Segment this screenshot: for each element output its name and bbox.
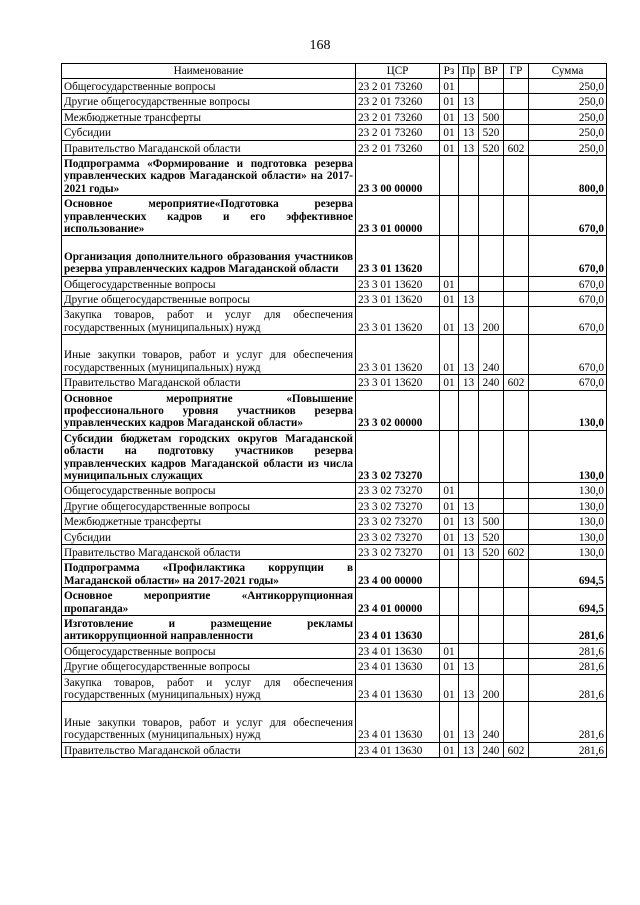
cell-name: Межбюджетные трансферты xyxy=(62,514,356,529)
cell-sum: 130,0 xyxy=(529,514,607,529)
cell-rz: 01 xyxy=(440,375,459,390)
header-rz: Рз xyxy=(440,64,459,79)
cell-vr: 500 xyxy=(479,109,504,124)
table-row xyxy=(62,498,607,513)
budget-table xyxy=(61,63,607,758)
cell-rz xyxy=(440,155,459,195)
cell-rz xyxy=(440,616,459,644)
cell-name: Другие общегосударственные вопросы xyxy=(62,291,356,306)
cell-name: Общегосударственные вопросы xyxy=(62,276,356,291)
cell-pr: 13 xyxy=(459,702,479,742)
cell-vr xyxy=(479,483,504,498)
cell-name: Правительство Магаданской области xyxy=(62,140,356,155)
table-row xyxy=(62,94,607,109)
cell-rz: 01 xyxy=(440,545,459,560)
cell-name: Правительство Магаданской области xyxy=(62,742,356,757)
cell-name: Другие общегосударственные вопросы xyxy=(62,498,356,513)
table-row xyxy=(62,529,607,544)
cell-gr xyxy=(504,236,529,276)
cell-sum: 281,6 xyxy=(529,702,607,742)
cell-rz: 01 xyxy=(440,125,459,140)
table-row xyxy=(62,109,607,124)
table-row-heading xyxy=(62,390,607,430)
cell-rz: 01 xyxy=(440,643,459,658)
cell-pr xyxy=(459,588,479,616)
table-row-heading xyxy=(62,236,607,276)
cell-pr: 13 xyxy=(459,674,479,702)
cell-vr xyxy=(479,79,504,94)
cell-sum: 250,0 xyxy=(529,140,607,155)
table-row xyxy=(62,291,607,306)
cell-pr: 13 xyxy=(459,742,479,757)
table-row xyxy=(62,674,607,702)
cell-gr xyxy=(504,94,529,109)
page-number: 168 xyxy=(309,38,331,53)
cell-csr: 23 3 02 73270 xyxy=(356,498,440,513)
cell-name: Иные закупки товаров, работ и услуг для обеспечения государственных (муниципальных) нужд xyxy=(62,702,356,742)
cell-name: Другие общегосударственные вопросы xyxy=(62,659,356,674)
cell-name: Общегосударственные вопросы xyxy=(62,79,356,94)
cell-gr: 602 xyxy=(504,742,529,757)
cell-csr: 23 4 01 13630 xyxy=(356,674,440,702)
cell-sum: 281,6 xyxy=(529,742,607,757)
cell-vr: 520 xyxy=(479,125,504,140)
table-row-heading xyxy=(62,196,607,236)
cell-vr xyxy=(479,236,504,276)
cell-csr: 23 2 01 73260 xyxy=(356,140,440,155)
cell-vr: 240 xyxy=(479,742,504,757)
cell-name: Организация дополнительного образования участников резерва управленческих кадров Магаданской области xyxy=(62,236,356,276)
cell-name: Подпрограмма «Формирование и подготовка резерва управленческих кадров Магаданской области» на 2017-2021 годы» xyxy=(62,155,356,195)
cell-gr xyxy=(504,196,529,236)
cell-name: Закупка товаров, работ и услуг для обеспечения государственных (муниципальных) нужд xyxy=(62,307,356,335)
cell-sum: 281,6 xyxy=(529,674,607,702)
table-row xyxy=(62,702,607,742)
table-row xyxy=(62,140,607,155)
cell-csr: 23 4 00 00000 xyxy=(356,560,440,588)
cell-gr xyxy=(504,125,529,140)
cell-name: Правительство Магаданской области xyxy=(62,375,356,390)
cell-csr: 23 3 02 73270 xyxy=(356,483,440,498)
cell-sum: 670,0 xyxy=(529,307,607,335)
table-row xyxy=(62,659,607,674)
cell-csr: 23 3 02 73270 xyxy=(356,514,440,529)
cell-pr xyxy=(459,616,479,644)
cell-pr: 13 xyxy=(459,140,479,155)
cell-gr xyxy=(504,560,529,588)
cell-gr xyxy=(504,659,529,674)
cell-pr: 13 xyxy=(459,291,479,306)
cell-csr: 23 2 01 73260 xyxy=(356,94,440,109)
cell-sum: 670,0 xyxy=(529,236,607,276)
cell-pr: 13 xyxy=(459,109,479,124)
cell-name: Субсидии бюджетам городских округов Магаданской области на подготовку участников резерва управленческих кадров Магаданской области из числа муниципальных служащих xyxy=(62,430,356,483)
cell-rz: 01 xyxy=(440,659,459,674)
table-row xyxy=(62,125,607,140)
cell-rz: 01 xyxy=(440,79,459,94)
cell-vr: 240 xyxy=(479,375,504,390)
header-gr: ГР xyxy=(504,64,529,79)
cell-rz: 01 xyxy=(440,94,459,109)
cell-rz: 01 xyxy=(440,483,459,498)
header-vr: ВР xyxy=(479,64,504,79)
cell-name: Другие общегосударственные вопросы xyxy=(62,94,356,109)
cell-pr xyxy=(459,236,479,276)
cell-rz: 01 xyxy=(440,529,459,544)
cell-sum: 670,0 xyxy=(529,276,607,291)
cell-pr: 13 xyxy=(459,125,479,140)
cell-csr: 23 3 01 00000 xyxy=(356,196,440,236)
cell-csr: 23 3 01 13620 xyxy=(356,335,440,375)
cell-name: Изготовление и размещение рекламы антикоррупционной направленности xyxy=(62,616,356,644)
cell-csr: 23 4 01 13630 xyxy=(356,643,440,658)
cell-rz: 01 xyxy=(440,109,459,124)
cell-csr: 23 3 02 73270 xyxy=(356,529,440,544)
cell-sum: 694,5 xyxy=(529,588,607,616)
cell-vr xyxy=(479,588,504,616)
table-row-heading xyxy=(62,155,607,195)
cell-gr xyxy=(504,643,529,658)
cell-vr xyxy=(479,390,504,430)
cell-pr xyxy=(459,390,479,430)
cell-vr xyxy=(479,291,504,306)
cell-sum: 130,0 xyxy=(529,430,607,483)
header-name: Наименование xyxy=(62,64,356,79)
cell-gr xyxy=(504,483,529,498)
table-row xyxy=(62,335,607,375)
cell-gr xyxy=(504,674,529,702)
cell-rz xyxy=(440,236,459,276)
cell-csr: 23 4 01 13630 xyxy=(356,742,440,757)
cell-pr xyxy=(459,643,479,658)
cell-rz xyxy=(440,196,459,236)
cell-name: Закупка товаров, работ и услуг для обеспечения государственных (муниципальных) нужд xyxy=(62,674,356,702)
cell-vr: 520 xyxy=(479,140,504,155)
table-row xyxy=(62,79,607,94)
cell-vr: 520 xyxy=(479,545,504,560)
cell-gr: 602 xyxy=(504,545,529,560)
cell-rz: 01 xyxy=(440,702,459,742)
cell-rz: 01 xyxy=(440,276,459,291)
cell-rz: 01 xyxy=(440,307,459,335)
table-row xyxy=(62,514,607,529)
cell-name: Субсидии xyxy=(62,529,356,544)
cell-rz xyxy=(440,390,459,430)
cell-vr xyxy=(479,643,504,658)
cell-sum: 130,0 xyxy=(529,483,607,498)
cell-name: Общегосударственные вопросы xyxy=(62,643,356,658)
cell-csr: 23 3 01 13620 xyxy=(356,307,440,335)
cell-gr xyxy=(504,335,529,375)
cell-csr: 23 2 01 73260 xyxy=(356,79,440,94)
table-row-heading xyxy=(62,430,607,483)
table-row-heading xyxy=(62,560,607,588)
cell-sum: 281,6 xyxy=(529,659,607,674)
cell-rz: 01 xyxy=(440,742,459,757)
table-row xyxy=(62,483,607,498)
table-row-heading xyxy=(62,616,607,644)
cell-vr: 520 xyxy=(479,529,504,544)
header-pr: Пр xyxy=(459,64,479,79)
cell-csr: 23 3 01 13620 xyxy=(356,276,440,291)
cell-vr xyxy=(479,659,504,674)
cell-sum: 281,6 xyxy=(529,643,607,658)
cell-pr: 13 xyxy=(459,335,479,375)
cell-vr xyxy=(479,276,504,291)
cell-vr: 500 xyxy=(479,514,504,529)
cell-gr: 602 xyxy=(504,140,529,155)
cell-rz xyxy=(440,588,459,616)
cell-pr xyxy=(459,430,479,483)
cell-gr xyxy=(504,79,529,94)
cell-vr xyxy=(479,560,504,588)
cell-name: Основное мероприятие «Антикоррупционная пропаганда» xyxy=(62,588,356,616)
cell-name: Подпрограмма «Профилактика коррупции в Магаданской области» на 2017-2021 годы» xyxy=(62,560,356,588)
cell-vr: 200 xyxy=(479,307,504,335)
cell-rz: 01 xyxy=(440,140,459,155)
cell-name: Правительство Магаданской области xyxy=(62,545,356,560)
cell-pr xyxy=(459,196,479,236)
cell-pr: 13 xyxy=(459,529,479,544)
table-row xyxy=(62,643,607,658)
cell-gr xyxy=(504,109,529,124)
cell-vr xyxy=(479,616,504,644)
cell-gr xyxy=(504,307,529,335)
cell-csr: 23 3 01 13620 xyxy=(356,375,440,390)
cell-rz xyxy=(440,560,459,588)
cell-rz: 01 xyxy=(440,498,459,513)
cell-pr: 13 xyxy=(459,94,479,109)
cell-csr: 23 2 01 73260 xyxy=(356,125,440,140)
table-row xyxy=(62,375,607,390)
cell-pr xyxy=(459,155,479,195)
cell-csr: 23 4 01 13630 xyxy=(356,616,440,644)
table-row xyxy=(62,276,607,291)
cell-name: Основное мероприятие «Повышение профессионального уровня участников резерва управленческих кадров Магаданской области» xyxy=(62,390,356,430)
table-header-row xyxy=(62,64,607,79)
cell-gr xyxy=(504,498,529,513)
cell-sum: 130,0 xyxy=(529,390,607,430)
cell-pr: 13 xyxy=(459,307,479,335)
cell-name: Общегосударственные вопросы xyxy=(62,483,356,498)
cell-csr: 23 3 01 13620 xyxy=(356,291,440,306)
cell-gr xyxy=(504,155,529,195)
cell-rz: 01 xyxy=(440,291,459,306)
cell-sum: 670,0 xyxy=(529,375,607,390)
cell-pr: 13 xyxy=(459,659,479,674)
cell-pr xyxy=(459,276,479,291)
cell-csr: 23 3 01 13620 xyxy=(356,236,440,276)
cell-vr xyxy=(479,155,504,195)
cell-sum: 800,0 xyxy=(529,155,607,195)
cell-sum: 694,5 xyxy=(529,560,607,588)
cell-pr xyxy=(459,483,479,498)
cell-gr xyxy=(504,390,529,430)
table-body xyxy=(62,79,607,758)
table-row-heading xyxy=(62,588,607,616)
cell-pr: 13 xyxy=(459,498,479,513)
cell-name: Основное мероприятие«Подготовка резерва управленческих кадров и его эффективное использование» xyxy=(62,196,356,236)
cell-gr xyxy=(504,430,529,483)
cell-gr xyxy=(504,702,529,742)
cell-sum: 250,0 xyxy=(529,125,607,140)
cell-vr xyxy=(479,196,504,236)
cell-csr: 23 2 01 73260 xyxy=(356,109,440,124)
cell-rz: 01 xyxy=(440,335,459,375)
cell-sum: 281,6 xyxy=(529,616,607,644)
cell-vr xyxy=(479,430,504,483)
cell-sum: 250,0 xyxy=(529,94,607,109)
cell-sum: 130,0 xyxy=(529,545,607,560)
cell-sum: 670,0 xyxy=(529,335,607,375)
cell-pr: 13 xyxy=(459,514,479,529)
cell-vr xyxy=(479,94,504,109)
cell-sum: 250,0 xyxy=(529,79,607,94)
cell-csr: 23 4 01 13630 xyxy=(356,702,440,742)
cell-vr: 200 xyxy=(479,674,504,702)
cell-gr xyxy=(504,529,529,544)
cell-gr: 602 xyxy=(504,375,529,390)
cell-csr: 23 3 02 73270 xyxy=(356,430,440,483)
cell-pr: 13 xyxy=(459,375,479,390)
cell-rz: 01 xyxy=(440,674,459,702)
cell-sum: 130,0 xyxy=(529,498,607,513)
cell-gr xyxy=(504,514,529,529)
cell-gr xyxy=(504,588,529,616)
cell-pr xyxy=(459,79,479,94)
cell-csr: 23 4 01 13630 xyxy=(356,659,440,674)
cell-gr xyxy=(504,616,529,644)
cell-sum: 130,0 xyxy=(529,529,607,544)
cell-gr xyxy=(504,291,529,306)
cell-name: Иные закупки товаров, работ и услуг для обеспечения государственных (муниципальных) нужд xyxy=(62,335,356,375)
table-row xyxy=(62,545,607,560)
cell-rz: 01 xyxy=(440,514,459,529)
cell-pr xyxy=(459,560,479,588)
cell-csr: 23 4 01 00000 xyxy=(356,588,440,616)
table-row xyxy=(62,742,607,757)
cell-vr xyxy=(479,498,504,513)
cell-name: Межбюджетные трансферты xyxy=(62,109,356,124)
cell-sum: 250,0 xyxy=(529,109,607,124)
cell-csr: 23 3 00 00000 xyxy=(356,155,440,195)
header-sum: Сумма xyxy=(529,64,607,79)
table-row xyxy=(62,307,607,335)
header-csr: ЦСР xyxy=(356,64,440,79)
cell-csr: 23 3 02 00000 xyxy=(356,390,440,430)
cell-pr: 13 xyxy=(459,545,479,560)
cell-name: Субсидии xyxy=(62,125,356,140)
cell-vr: 240 xyxy=(479,702,504,742)
cell-sum: 670,0 xyxy=(529,291,607,306)
cell-gr xyxy=(504,276,529,291)
cell-csr: 23 3 02 73270 xyxy=(356,545,440,560)
cell-vr: 240 xyxy=(479,335,504,375)
cell-rz xyxy=(440,430,459,483)
cell-sum: 670,0 xyxy=(529,196,607,236)
